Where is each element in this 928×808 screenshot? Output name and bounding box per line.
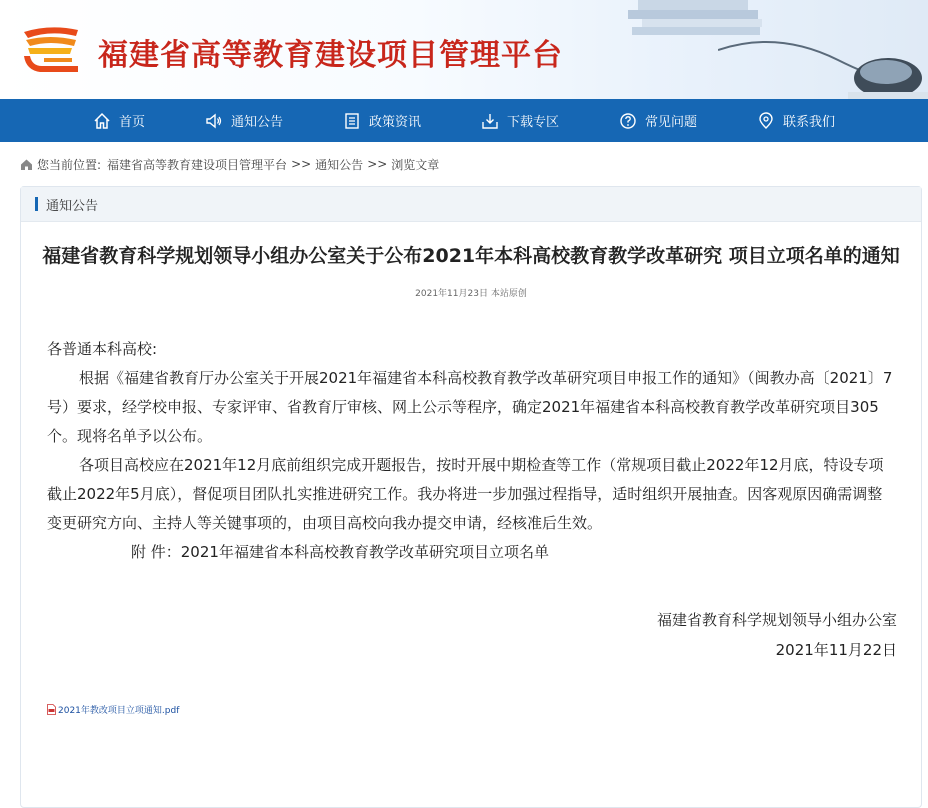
panel-header (21, 187, 921, 222)
article-content (47, 335, 897, 665)
breadcrumb-current: 浏览文章 (391, 157, 440, 172)
article-paragraph: 根据《福建省教育厅办公室关于开展2021年福建省本科高校教育教学改革研究项目申报工作的通知》（闽教办高〔2021〕7号）要求，经学校申报、专家评审、省教育厅审核、网上公示等程序，确定2021年福建省本科高校教育教学改革研究项目305个。现将名单予以公布。 (47, 369, 893, 445)
attachment-link[interactable] (47, 703, 921, 716)
breadcrumb-link-notices[interactable]: 通知公告 (315, 157, 364, 172)
breadcrumb-separator: >> (291, 157, 312, 171)
article-meta: 2021年11月23日 本站原创 (415, 289, 527, 299)
site-logo[interactable] (20, 24, 82, 76)
nav-item-home[interactable] (63, 99, 175, 142)
nav-item-notices[interactable] (175, 99, 313, 142)
article-panel (20, 186, 922, 808)
nav-item-label: 联系我们 (783, 115, 836, 130)
article-paragraph: 各项目高校应在2021年12月底前组织完成开题报告，按时开展中期检查等工作（常规项目截止2022年12月底，特设专项截止2022年5月底），督促项目团队扎实推进研究工作。我办将进一步加强过程指导，适时组织开展抽查。因客观原因确需调整变更研究方向、主持人等关键事项的，由项目高校向我办提交申请，经核准后生效。 (47, 456, 884, 532)
mouse-decoration (718, 20, 928, 99)
breadcrumb-separator: >> (367, 157, 388, 171)
nav-item-policy[interactable] (313, 99, 451, 142)
nav-item-label: 首页 (118, 115, 145, 130)
location-icon (757, 112, 775, 130)
main-nav (0, 99, 928, 142)
nav-item-contact[interactable] (727, 99, 865, 142)
home-icon (93, 112, 111, 130)
document-icon (343, 112, 361, 130)
breadcrumb-prefix: 您当前位置: (37, 157, 102, 172)
article-title: 福建省教育科学规划领导小组办公室关于公布2021年本科高校教育教学改革研究 项目立项名单的通知 (42, 245, 900, 267)
signature-date: 2021年11月22日 (775, 641, 897, 659)
panel-header-accent (35, 197, 38, 211)
nav-item-faq[interactable] (589, 99, 727, 142)
site-title: 福建省高等教育建设项目管理平台 (98, 38, 563, 73)
panel-heading: 通知公告 (46, 198, 99, 214)
breadcrumb (0, 142, 928, 186)
speaker-icon (205, 112, 223, 130)
article-salutation: 各普通本科高校: (47, 340, 158, 358)
nav-item-label: 政策资讯 (368, 115, 421, 130)
nav-item-downloads[interactable] (451, 99, 589, 142)
article-signature (47, 605, 897, 665)
nav-item-label: 常见问题 (645, 115, 698, 130)
breadcrumb-link-home[interactable]: 福建省高等教育建设项目管理平台 (107, 157, 288, 172)
attachment-link-label[interactable]: 2021年教改项目立项通知.pdf (58, 706, 180, 716)
nav-item-label: 通知公告 (230, 115, 283, 130)
site-header (0, 0, 928, 99)
article-attachment: 附 件：2021年福建省本科高校教育教学改革研究项目立项名单 (131, 543, 549, 561)
pdf-file-icon (47, 704, 56, 715)
signature-org: 福建省教育科学规划领导小组办公室 (656, 611, 897, 629)
download-icon (481, 112, 499, 130)
nav-item-label: 下载专区 (507, 115, 560, 130)
home-icon (20, 158, 33, 171)
question-icon (619, 112, 637, 130)
